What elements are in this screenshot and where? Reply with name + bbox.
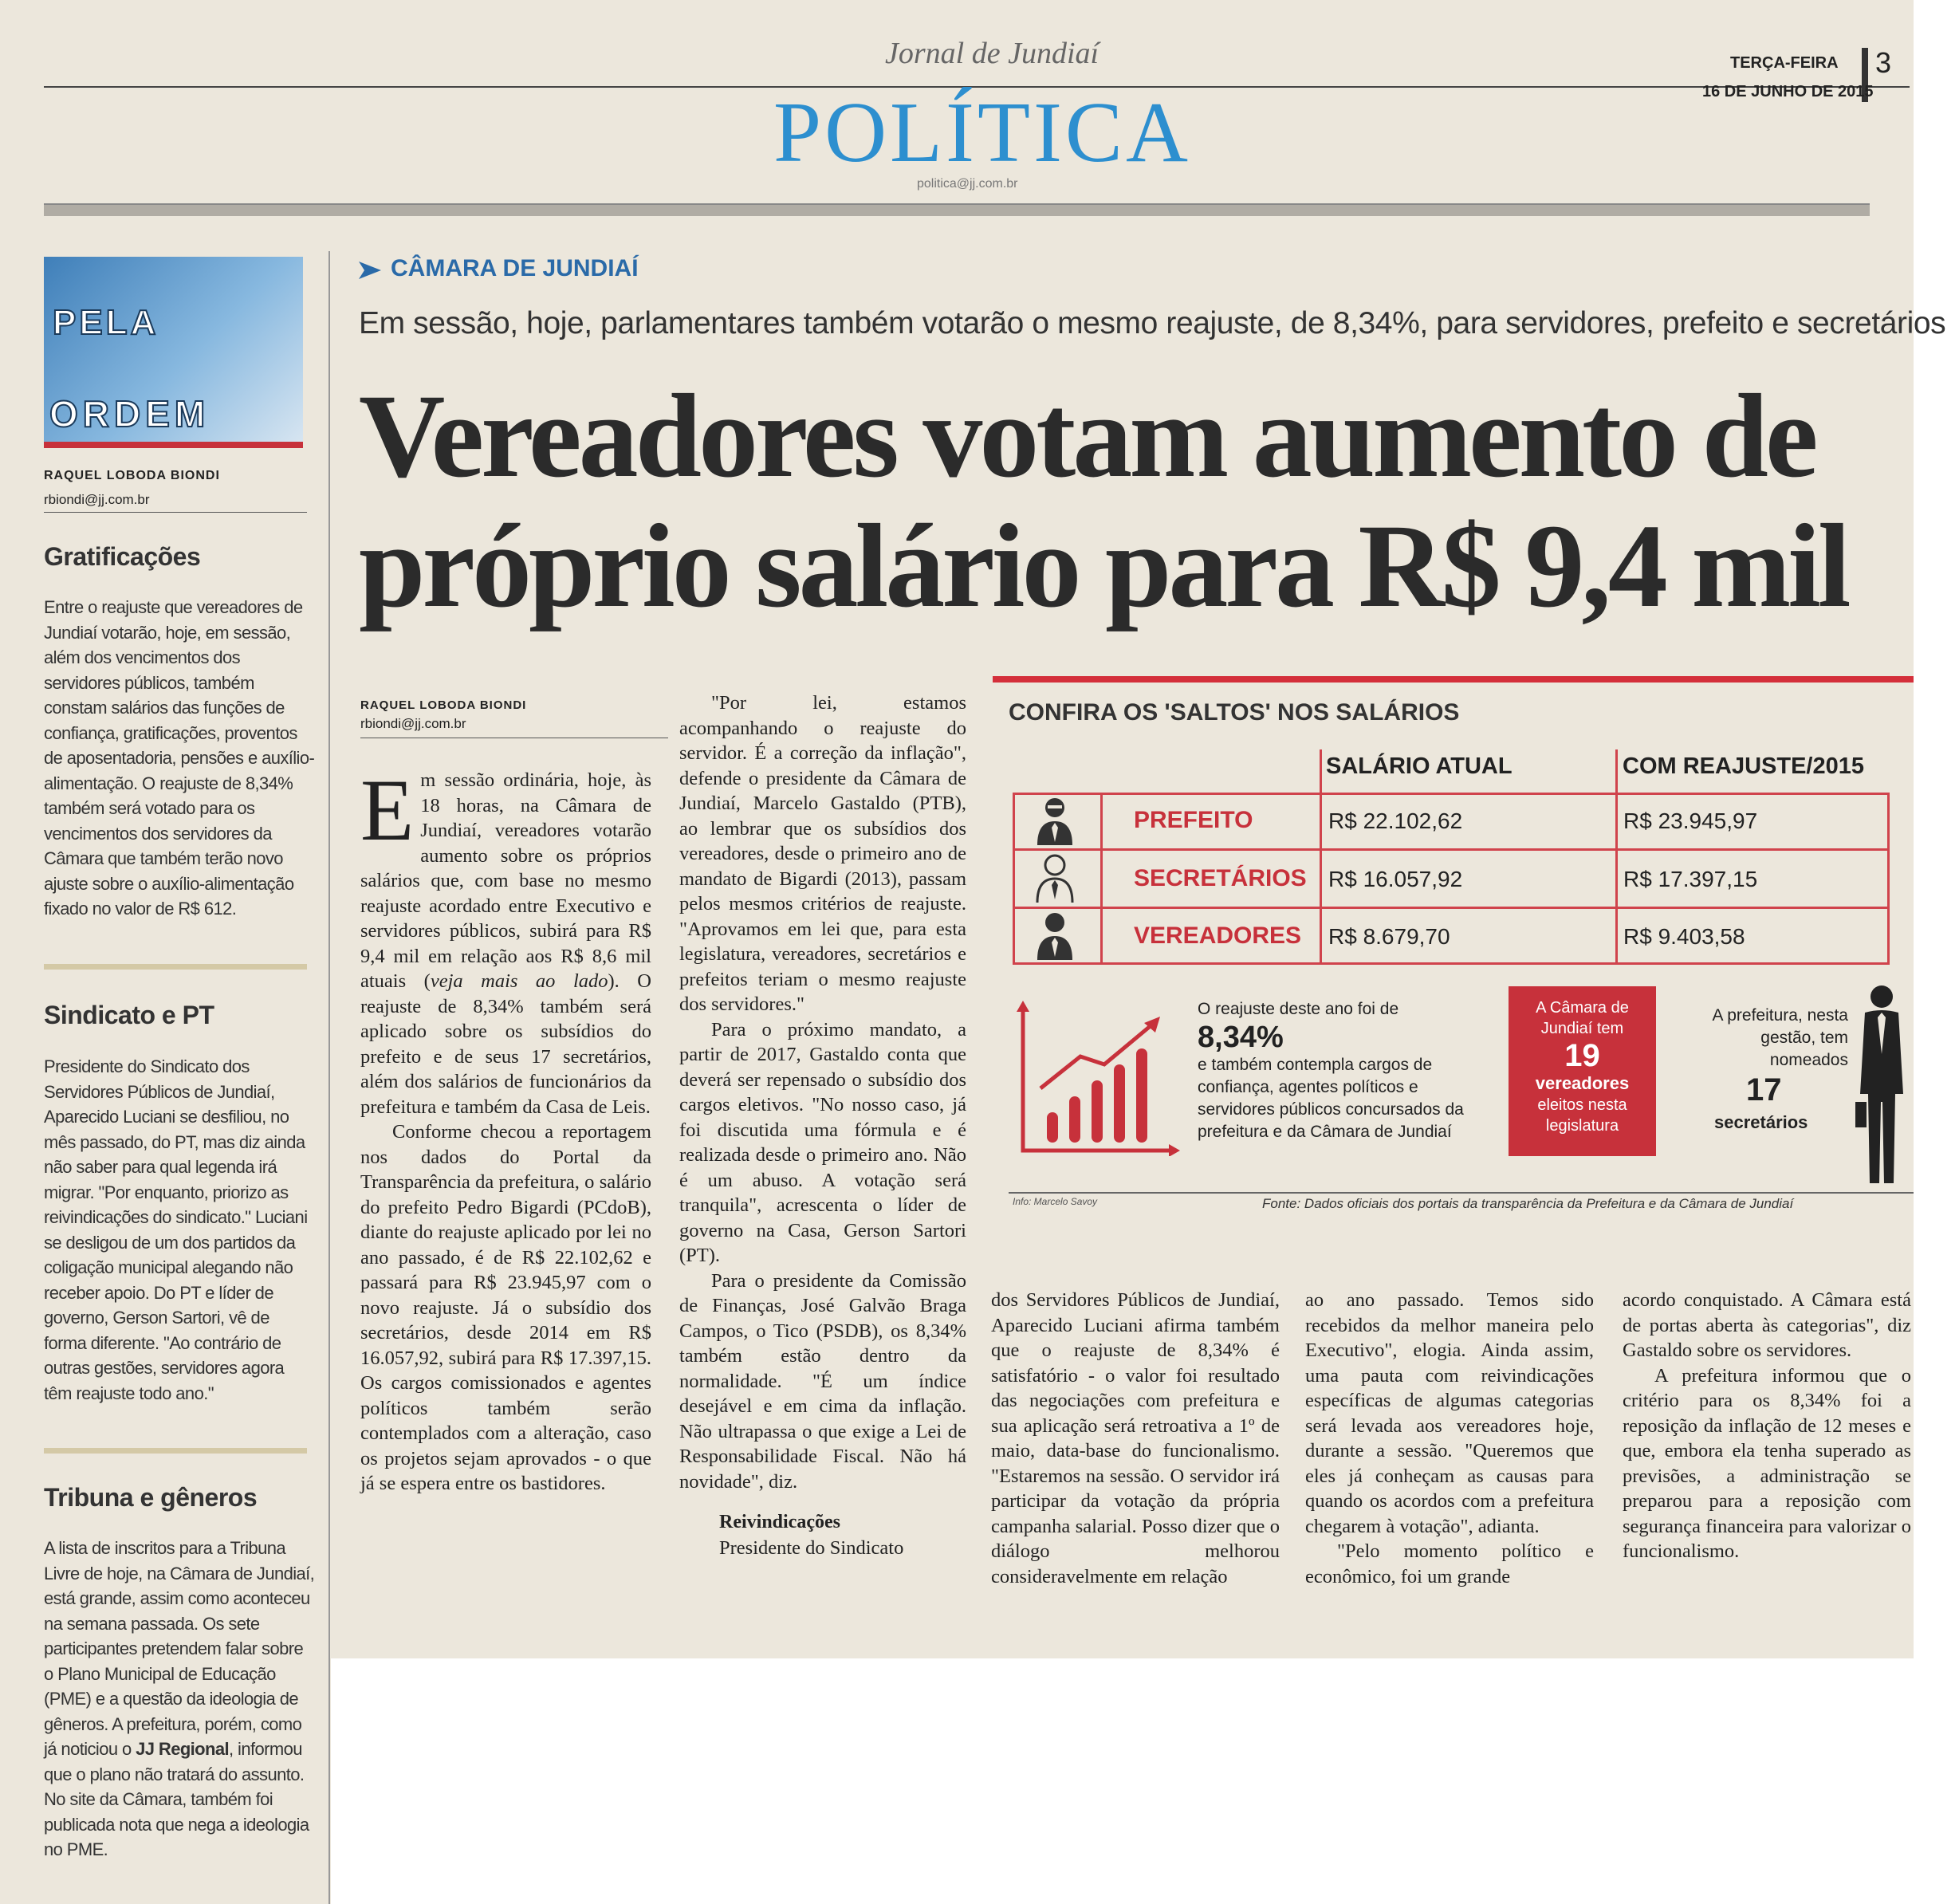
dropcap: E	[360, 761, 415, 859]
column-separator	[328, 251, 330, 1904]
pct-intro: O reajuste deste ano foi de	[1198, 1000, 1399, 1018]
table-header-current: SALÁRIO ATUAL	[1326, 753, 1513, 779]
note-title: Tribuna e gêneros	[44, 1483, 258, 1512]
paragraph: dos Servidores Públicos de Jundiaí, Aparecido Luciani afirma também que o reajuste de 8,34% é satisfatório - o valor foi resultado das negociações com prefeitura e sua aplicação será retroativa a 1º de maio, data-base do funcionalismo. "Estaremos na sessão. O servidor irá participar da votação da própria campanha salarial. Posso dizer que o diálogo melhorou consideravelmente em relação	[991, 1289, 1280, 1587]
pct-value: 8,34%	[1198, 1021, 1284, 1054]
paragraph: Para o presidente da Comissão de Finanças, José Galvão Braga Campos, o Tico (PSDB), os 8,34% também estão dentro da normalidade. "É um índice desejável e em cima da inflação. Não ultrapassa o que exige a Lei de Responsabilidade Fiscal. Não há novidade", diz.	[679, 1269, 966, 1493]
headline-line-2: próprio salário para R$ 9,4 mil	[359, 500, 1848, 632]
infographic-bottom-rule	[1009, 1192, 1914, 1194]
article-column-2	[679, 690, 966, 1560]
pct-description: e também contempla cargos de confiança, agentes políticos e servidores públicos concursados da prefeitura e da Câmara de Jundiaí	[1198, 1056, 1464, 1141]
paragraph: Para o próximo mandato, a partir de 2017, Gastaldo conta que deverá ser repensado o subsídio dos cargos eletivos. "No nosso caso, já foi discutida uma fórmula e é realizada desde o primeiro ano. Não é um abuso. A votação será tranquila", acrescenta o líder de governo na Casa, Gerson Sartori (PT).	[679, 1018, 966, 1266]
secretaries-label: secretários	[1714, 1112, 1808, 1132]
salary-new: R$ 23.945,97	[1623, 808, 1758, 833]
page-number: 3	[1875, 46, 1892, 79]
councilors-count: 19	[1564, 1038, 1600, 1073]
byline: RAQUEL LOBODA BIONDI	[360, 698, 527, 712]
section-title: POLÍTICA	[773, 85, 1191, 180]
prefecture-note: A prefeitura, nesta gestão, tem nomeados	[1712, 1006, 1848, 1069]
headline-line-1: Vereadores votam aumento de	[359, 370, 1815, 502]
businessman-icon	[1854, 982, 1910, 1191]
column-logo-ordem: ORDEM	[49, 393, 210, 435]
note-title: Gratificações	[44, 542, 201, 571]
column-author-email: rbiondi@jj.com.br	[44, 492, 150, 507]
masthead: Jornal de Jundiaí	[885, 37, 1099, 70]
salary-new: R$ 17.397,15	[1623, 867, 1758, 891]
councilor-person-icon	[1034, 911, 1076, 960]
paragraph: ao ano passado. Temos sido recebidos da melhor maneira pelo Executivo", elogia. Ainda assim, uma pauta com reivindicações específicas de algumas categorias será levada aos vereadores hoje, durante a sessão. "Queremos que eles já conheçam as causas para quando os acordos com a prefeitura chegarem à votação", adianta.	[1305, 1289, 1594, 1537]
mayor-person-icon	[1034, 796, 1076, 845]
article-column-4	[1305, 1288, 1594, 1589]
paragraph: A prefeitura informou que o critério para os 8,34% foi a reposição da inflação de 12 meses e que, embora ela tenha superado as previsões, a administração se preparou para a reposição com segurança financeira para valorizar o funcionalismo.	[1623, 1364, 1911, 1562]
paragraph: "Por lei, estamos acompanhando o reajuste do servidor. É a correção da inflação", defende o presidente da Câmara de Jundiaí, Marcelo Gastaldo (PTB), ao lembrar que os subsídios dos vereadores, desde o primeiro ano de mandato de Bigardi (2013), passam pelos mesmos critérios de reajuste. "Aprovamos em lei que, para esta legislatura, vereadores, secretários e prefeitos teriam o mesmo reajuste dos servidores."	[679, 692, 966, 1015]
table-row-divider	[1013, 907, 1890, 909]
role-label: PREFEITO	[1134, 807, 1253, 833]
subhead: Em sessão, hoje, parlamentares também votarão o mesmo reajuste, de 8,34%, para servidores, prefeito e secretários	[359, 306, 1946, 340]
infographic-credit: Info: Marcelo Savoy	[1013, 1196, 1098, 1207]
note-divider	[44, 964, 307, 970]
note-title: Sindicato e PT	[44, 1001, 214, 1029]
note-divider	[44, 1448, 307, 1454]
growth-chart-icon	[1017, 1001, 1180, 1156]
column-author: RAQUEL LOBODA BIONDI	[44, 469, 220, 482]
kicker-arrow-icon	[359, 260, 383, 281]
salary-new: R$ 9.403,58	[1623, 924, 1745, 949]
article-column-1: Em sessão ordinária, hoje, às 18 horas, na Câmara de Jundiaí, vereadores votarão aumento sobre os próprios salários que, com base no mesmo reajuste acordado entre Executivo e servidores públicos, subirá para R$ 9,4 mil em relação aos R$ 8,6 mil atuais (veja mais ao lado). O reajuste de 8,34% também será aplicado sobre os subsídios do prefeito e de seus 17 secretários, além dos salários de funcionários da prefeitura e também da Casa de Leis. Conforme checou a reportagem nos dados do Portal da Transparência da prefeitura, o salário do prefeito Pedro Bigardi (PCdoB), diante do reajuste aplicado por lei no ano passado, é de R$ 22.102,62 e passará para R$ 23.945,97 com o novo reajuste. Já o subsídio dos secretários, desde 2014 em R$ 16.057,92, subirá para R$ 17.397,15. Os cargos comissionados e agentes políticos também serão contemplados com a alteração, caso os projetos sejam aprovados - o que já se espera entre os bastidores.	[360, 768, 651, 1497]
article-column-5	[1623, 1288, 1911, 1564]
paragraph-subhead: Reivindicações	[719, 1512, 840, 1532]
infographic-source: Fonte: Dados oficiais dos portais da transparência da Prefeitura e da Câmara de Jundiaí	[1262, 1196, 1794, 1211]
byline-email: rbiondi@jj.com.br	[360, 716, 466, 731]
table-icon-divider	[1100, 793, 1103, 965]
salary-current: R$ 22.102,62	[1328, 808, 1463, 833]
paragraph: Presidente do Sindicato	[719, 1536, 904, 1559]
column-logo-pela: PELA	[53, 303, 159, 342]
infographic-top-rule	[993, 676, 1914, 683]
section-rule	[44, 203, 1870, 216]
councilors-count-box: A Câmara de Jundiaí tem 19 vereadores eleitos nesta legislatura	[1509, 986, 1656, 1156]
secretaries-count: 17	[1746, 1072, 1782, 1107]
paragraph: Conforme checou a reportagem nos dados do Portal da Transparência da prefeitura, o salário do prefeito Pedro Bigardi (PCdoB), diante do reajuste aplicado por lei no ano passado, é de R$ 22.102,62 e passará para R$ 23.945,97 com o novo reajuste. Já o subsídio dos secretários, desde 2014 em R$ 16.057,92, subirá para R$ 17.397,15. Os cargos comissionados e agentes políticos também serão contemplados com a alteração, caso os projetos sejam aprovados - o que já se espera entre os bastidores.	[360, 1121, 651, 1494]
role-label: VEREADORES	[1134, 922, 1302, 949]
article-column-3	[991, 1288, 1280, 1589]
section-email: politica@jj.com.br	[917, 177, 1018, 191]
column-rule	[44, 512, 307, 513]
role-label: SECRETÁRIOS	[1134, 865, 1307, 891]
paragraph: "Pelo momento político e econômico, foi um grande	[1305, 1540, 1594, 1587]
table-header-new: COM REAJUSTE/2015	[1623, 753, 1864, 779]
note-text: Presidente do Sindicato dos Servidores Públicos de Jundiaí, Aparecido Luciani se desfiliou, no mês passado, do PT, mas diz ainda não saber para qual legenda irá migrar. "Por enquanto, priorizo as reivindicações do sindicato." Luciani se desligou de um dos partidos da coligação municipal alegando não receber apoio. Do PT e líder de governo, Gerson Sartori, vê de forma diferente. "Ao contrário de outras gestões, servidores agora têm reajuste todo ano."	[44, 1056, 308, 1403]
date: 16 DE JUNHO DE 2015	[1702, 83, 1874, 100]
weekday: TERÇA-FEIRA	[1730, 54, 1839, 72]
paragraph: acordo conquistado. A Câmara está de portas aberta às categorias", diz Gastaldo sobre os servidores.	[1623, 1289, 1911, 1361]
salary-current: R$ 8.679,70	[1328, 924, 1450, 949]
note-bold-text: JJ Regional	[136, 1739, 230, 1759]
kicker: CÂMARA DE JUNDIAÍ	[391, 255, 639, 281]
salary-current: R$ 16.057,92	[1328, 867, 1463, 891]
note-text: Entre o reajuste que vereadores de Jundiaí votarão, hoje, em sessão, além dos vencimentos dos servidores públicos, também constam salários das funções de confiança, gratificações, proventos de aposentadoria, pensões e auxílio-alimentação. O reajuste de 8,34% também será votado para os vencimentos dos servidores da Câmara que também terão novo ajuste sobre o auxílio-alimentação fixado no valor de R$ 612.	[44, 597, 315, 919]
note-text: A lista de inscritos para a Tribuna Livre de hoje, na Câmara de Jundiaí, está grande, assim como aconteceu na semana passada. Os sete participantes pretendem falar sobre o Plano Municipal de Educação (PME) e a questão da ideologia de gêneros. A prefeitura, porém, como já noticiou o JJ Regional, informou que o plano não tratará do assunto. No site da Câmara, também foi publicada nota que nega a ideologia no PME.	[44, 1538, 315, 1859]
secretary-person-icon	[1034, 853, 1076, 903]
table-row-divider	[1013, 848, 1890, 851]
infographic-title: CONFIRA OS 'SALTOS' NOS SALÁRIOS	[1009, 699, 1460, 726]
